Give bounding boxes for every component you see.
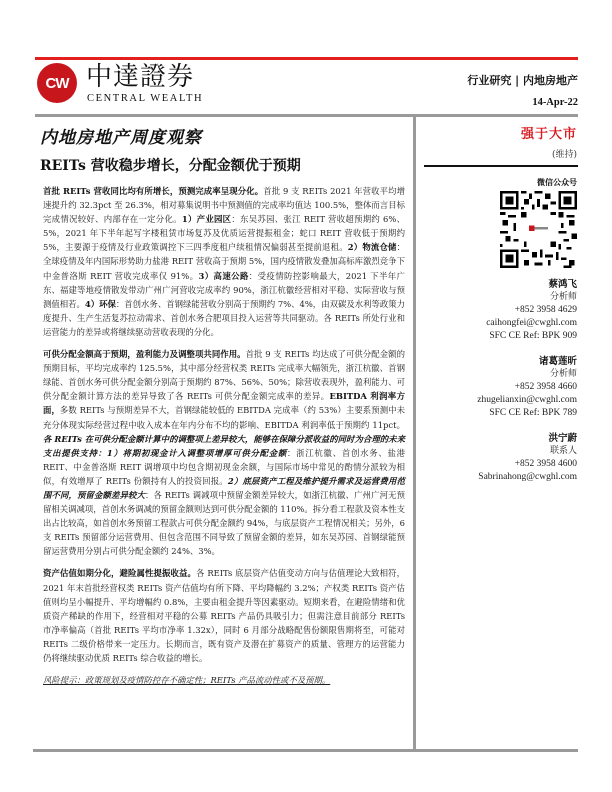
wechat-label: 微信公众号	[537, 178, 577, 187]
inline-heading: 各 REITs 在可供分配金额计算中的调整项上差异较大，能够在保障分派收益的同时为合理的未来支出提供支持：1）将期初现金计入调整项增厚可供分配金额	[43, 433, 405, 458]
company-logo-icon	[37, 63, 77, 103]
risk-warning: 风险提示：政策规划及疫情防控存不确定性；REITs 产品流动性或不及预期。	[43, 675, 331, 686]
analyst-email[interactable]: caihongfei@cwghl.com	[486, 318, 577, 328]
inline-heading: 1）产业园区	[181, 214, 232, 225]
analyst-name: 洪宁蔚	[548, 433, 577, 444]
report-category: 行业研究 | 内地房地产	[467, 74, 578, 87]
brand-name-en: CENTRAL WEALTH	[87, 93, 204, 104]
inline-heading: 3）高速公路	[198, 270, 249, 281]
paragraph-distribution	[43, 347, 405, 558]
header-gray-rule	[35, 114, 578, 117]
paragraph-text: ：受疫情防控影响最大，2021 下半年广东、福建等地疫情散发带动广州广河营收完成率约 90%，浙江杭徽经营相对平稳、实际营收与预测值相若。	[43, 270, 405, 309]
analyst-role: 分析师	[549, 369, 577, 379]
paragraph-text: ：各 REITs 调减项中预留金额差异较大，如浙江杭徽、广州广河无预留相关调减项，首创水务调减的预留金额则达到可供分配金额的 110%。拆分看工程款及资本性支出占比较高，如首创水务预留工程款占可供分配金额约 94%，与底层资产工程情况相关；另外，6 支 REITs 预留部分运营费用、但包含范围不同导致了预留金额的差异，如东吴苏园、首钢绿能预留运营费用分别占可供分配金额约 24%、3%。	[43, 489, 405, 557]
paragraph-text: 多数 REITs 与预期差异不大，首钢绿能较低的 EBITDA 完成率（约 53%）主要系预测中未充分体现实际经营过程中收入成本在年内分布不均的影响、EBITDA 利润率低于预期约 11pct。	[43, 405, 405, 430]
analyst-email[interactable]: Sabrinahong@cwghl.com	[478, 472, 577, 482]
analyst-sfc-ref: SFC CE Ref: BPK 909	[489, 331, 577, 341]
paragraph-text: ：浙江杭徽、首创水务、盐港 REIT、中金普洛斯 REIT 调增项中均包含期初现金余额，与国际市场中常见的酌情分派较为相似，有效增厚了 REITs 份额持有人的投资回报。	[43, 447, 405, 486]
paragraph-lead: 首批 REITs 营收同比均有所增长，预测完成率呈现分化。	[43, 186, 264, 196]
paragraph-lead: 资产估值如期分化，避险属性提振收益。	[43, 568, 197, 579]
analyst-role: 联系人	[549, 446, 577, 456]
paragraph-text: ：东吴苏园、张江 REIT 营收超预期约 6%、5%，2021 年下半年起写字楼租赁市场复苏及优质运营提振租金；蛇口 REIT 营收低于预期约 5%，主要源于疫情及行业政策调控下三四季度租户续租情况偏弱甚至提前退租。	[43, 214, 406, 253]
analyst-card	[486, 278, 577, 343]
analyst-role: 分析师	[549, 292, 577, 302]
header-red-rule	[35, 57, 578, 60]
analyst-phone: +852 3958 4629	[514, 305, 577, 315]
report-date: 14-Apr-22	[532, 97, 578, 108]
analyst-name: 诸葛莲昕	[538, 356, 577, 367]
rating-label: 强于大市	[520, 127, 577, 142]
inline-heading: 2）物流仓储	[347, 242, 397, 253]
analyst-email[interactable]: zhugelianxin@cwghl.com	[477, 395, 577, 405]
report-body	[43, 184, 405, 695]
analyst-phone: +852 3958 4600	[514, 459, 577, 469]
page-title: 内地房地产周度观察	[40, 128, 202, 148]
report-subtitle: REITs 营收稳步增长，分配金额优于预期	[40, 158, 301, 174]
analyst-sfc-ref: SFC CE Ref: BPK 789	[489, 408, 577, 418]
footer-gray-rule	[33, 749, 578, 752]
analyst-card	[478, 432, 577, 484]
rating-status: (维持)	[551, 150, 577, 160]
paragraph-valuation	[43, 566, 405, 665]
paragraph-text: 各 REITs 底层资产估值变动方向与估值理论大致相符，2021 年末首批经营权类 REITs 资产估值均有所下降、平均降幅约 3.2%；产权类 REITs 资产估值则均呈小幅提升、平均增幅约 0.8%，主要由租金提升等因素驱动。短期来看，在避险情绪和优质资产稀缺的作用下，经营相对平稳的公募 REITs 产品仍具吸引力；但需注意目前部分 REITs 市净率偏高（首批 REITs 平均市净率 1.32x），同时 6 月部分战略配售份额限售期将至，可能对 REITs 二级价格带来一定压力。长期而言，既有资产及潜在扩募资产的质量、管理方的运营能力仍将继续驱动优质 REITs 综合收益的增长。	[43, 568, 406, 663]
brand-name-cn: 中達證券	[86, 62, 195, 92]
paragraph-text: 首批 9 支 REITs 均达成了可供分配金额的预期目标，平均完成率约 125.5%，其中部分经营权类 REITs 完成率大幅领先，浙江杭徽、首钢绿能、首创水务可供分配金额分别高于预期约 87%、56%、50%；除营收表现外，盈利能力、可供分配金额计算方法的差异导致了各 REITs 可供分配金额完成率的差异。	[43, 349, 405, 402]
paragraph-revenue	[43, 184, 405, 339]
qr-code-icon[interactable]	[500, 191, 577, 268]
analyst-card	[477, 355, 577, 420]
analyst-phone: +852 3958 4660	[514, 382, 577, 392]
paragraph-text: 首批 9 支 REITs 2021 年营收平均增速提升约 32.3pct 至 26.3%，相对募集说明书中预测值的完成率均值达 100.5%，整体而言目标完成情况较好、内部存在一定分化。	[43, 186, 405, 225]
paragraph-lead: 可供分配金额高于预期，盈利能力及调整项共同作用。	[43, 349, 246, 360]
logo-text: CW	[45, 74, 69, 92]
inline-heading: 2）底层资产工程及维护提升需求及运营费用范围不同，预留金额差异较大	[43, 475, 405, 500]
inline-heading: 4）环保	[84, 298, 116, 309]
sidebar-rule	[424, 165, 578, 167]
column-divider	[413, 117, 416, 751]
inline-heading: EBITDA 利润率方面，	[43, 391, 405, 416]
analyst-name: 蔡鸿飞	[548, 279, 577, 290]
paragraph-text: ：首创水务、首钢绿能营收分别高于预期约 7%、4%，由双碳及水利等政策力度提升、生产生活复苏拉动需求、首创水务合肥项目投入运营等共同驱动。各 REITs 所处行业和运营能力的差异或将继续驱动营收表现的分化。	[43, 298, 406, 337]
paragraph-text: ：全球疫情及年内国际形势助力盐港 REIT 营收高于预期 5%，国内疫情散发叠加高标库激烈竞争下中金普洛斯 REIT 营收完成率仅 91%。	[43, 242, 405, 281]
